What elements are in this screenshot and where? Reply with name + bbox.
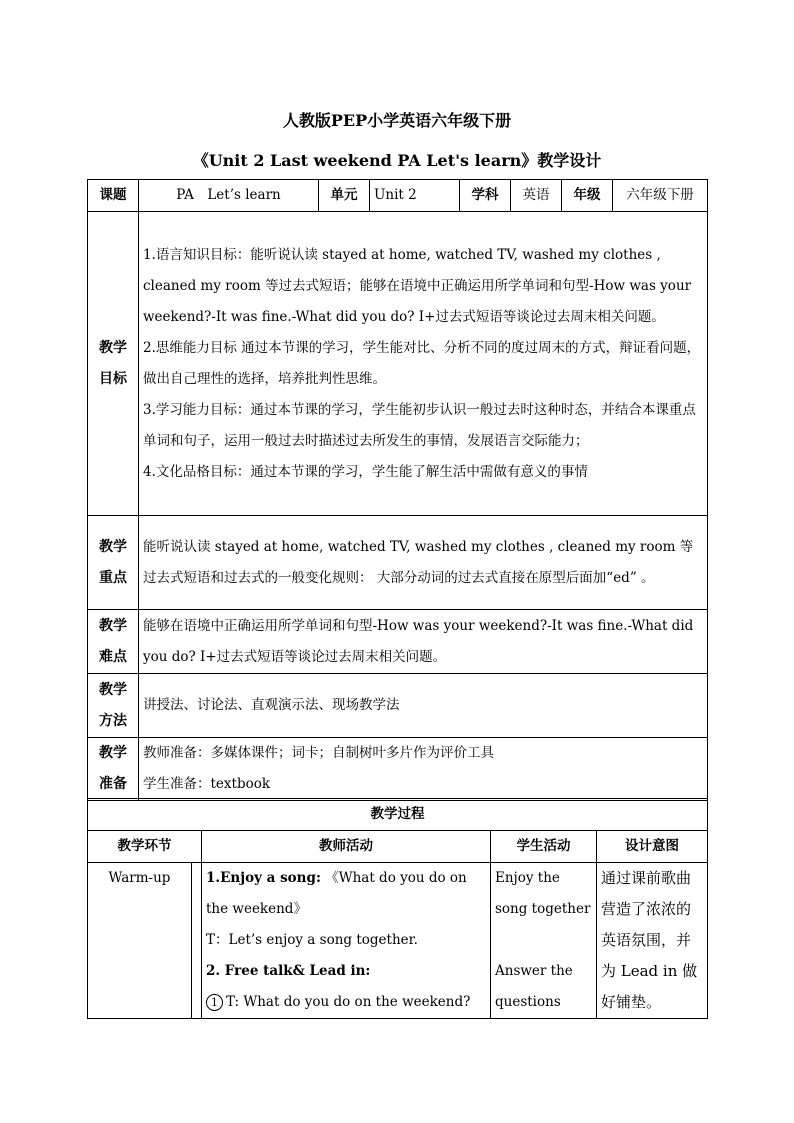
goals-label	[88, 212, 139, 516]
col-teacher-header: 教师活动	[202, 831, 491, 863]
circled-number-icon: 1	[206, 994, 223, 1011]
col-stage-header: 教学环节	[88, 831, 202, 863]
teacher-song-prompt: T：Let’s enjoy a song together.	[206, 932, 418, 948]
key-points-label-line2: 重点	[99, 569, 127, 586]
goal-item-language: 1.语言知识目标：能听说认读 stayed at home, watched TV, washed my clothes , cleaned my room 等过去式短语；能够在语境中正确运用所学单词和句型-How was your weekend?-It was fine.-What did you do? I+过去式短语等谈论过去周末相关问题。	[143, 246, 692, 325]
goals-label-line1: 教学	[99, 339, 127, 356]
song-title: 《What do you do on the weekend》	[206, 870, 467, 917]
methods-content: 讲授法、讨论法、直观演示法、现场教学法	[139, 674, 708, 738]
topic-label: 课题	[88, 180, 139, 212]
stage-warmup: Warm-up	[88, 863, 192, 1019]
goal-item-culture: 4.文化品格目标：通过本节课的学习，学生能了解生活中需做有意义的事情	[143, 463, 588, 480]
methods-label-line2: 方法	[99, 712, 127, 729]
goal-item-thinking: 2.思维能力目标 通过本节课的学习，学生能对比、分析不同的度过周末的方式，辩证看问题，做出自己理性的选择，培养批判性思维。	[143, 339, 701, 387]
unit-value: Unit 2	[370, 180, 460, 212]
difficulties-label	[88, 610, 139, 674]
key-points-label-line1: 教学	[99, 538, 127, 555]
teacher-question	[206, 987, 486, 1018]
design-intent: 通过课前歌曲营造了浓浓的英语氛围，并为 Lead in 做好铺垫。	[597, 863, 708, 1019]
student-preparation: 学生准备：textbook	[143, 776, 271, 792]
preparation-content	[139, 738, 708, 801]
student-spacer	[495, 925, 592, 956]
difficulties-label-line2: 难点	[99, 648, 127, 665]
col-student-header: 学生活动	[491, 831, 597, 863]
grade-label: 年级	[562, 180, 613, 212]
teaching-process-table	[87, 798, 708, 1019]
process-heading: 教学过程	[88, 799, 708, 831]
teacher-step-freetalk: 2. Free talk& Lead in:	[206, 963, 371, 979]
key-points-label	[88, 516, 139, 610]
goal-item-learning: 3.学习能力目标：通过本节课的学习，学生能初步认识一般过去时这种时态，并结合本课重点单词和句子，运用一般过去时描述过去所发生的事情，发展语言交际能力；	[143, 401, 696, 449]
teacher-preparation: 教师准备：多媒体课件；词卡；自制树叶多片作为评价工具	[143, 745, 494, 761]
song-step-title: 1.Enjoy a song:	[206, 870, 321, 886]
methods-label-line1: 教学	[99, 681, 127, 698]
document-subtitle: 《Unit 2 Last weekend PA Let's learn》教学设计	[192, 151, 602, 170]
subject-value: 英语	[511, 180, 562, 212]
grade-value: 六年级下册	[613, 180, 708, 212]
subject-label: 学科	[460, 180, 511, 212]
student-step-song: Enjoy the song together	[495, 870, 591, 917]
difficulties-content: 能够在语境中正确运用所学单词和句型-How was your weekend?-It was fine.-What did you do? I+过去式短语等谈论过去周末相关问题。	[139, 610, 708, 674]
preparation-label	[88, 738, 139, 801]
difficulties-label-line1: 教学	[99, 617, 127, 634]
col-intent-header: 设计意图	[597, 831, 708, 863]
lesson-info-table	[87, 179, 708, 801]
teacher-activity	[202, 863, 491, 1019]
document-title: 人教版PEP小学英语六年级下册	[282, 111, 512, 130]
goals-content	[139, 212, 708, 516]
topic-value: PA Let’s learn	[139, 180, 319, 212]
methods-label	[88, 674, 139, 738]
stage-divider	[192, 863, 202, 1019]
student-activity	[491, 863, 597, 1019]
goals-label-line2: 目标	[99, 370, 127, 387]
preparation-label-line1: 教学	[99, 745, 127, 761]
teacher-question-text: T: What do you do on the weekend?	[226, 994, 471, 1010]
teacher-step-song	[206, 863, 486, 925]
student-step-answer: Answer the questions	[495, 963, 573, 1010]
key-points-content: 能听说认读 stayed at home, watched TV, washed my clothes , cleaned my room 等过去式短语和过去式的一般变化规则： 大部分动词的过去式直接在原型后面加“ed” 。	[139, 516, 708, 610]
unit-label: 单元	[319, 180, 370, 212]
preparation-label-line2: 准备	[99, 776, 127, 792]
